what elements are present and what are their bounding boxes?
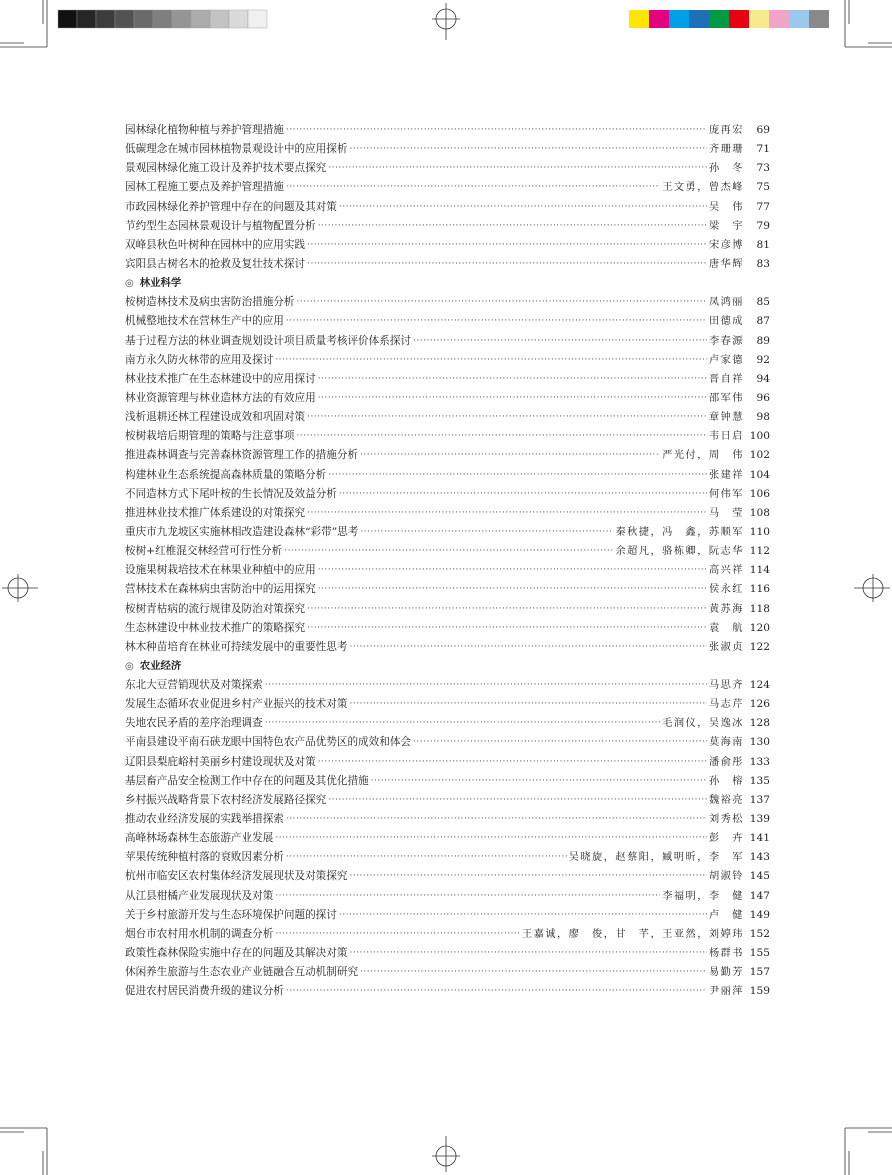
gray-swatch xyxy=(229,10,248,28)
entry-author: 刘秀松 xyxy=(708,814,744,826)
toc-entry[interactable] xyxy=(125,427,770,446)
entry-page-number: 85 xyxy=(756,296,770,309)
dot-leader xyxy=(318,580,707,599)
toc-entry[interactable] xyxy=(125,867,770,886)
toc-entry[interactable] xyxy=(125,695,770,714)
dot-leader xyxy=(339,198,707,217)
entry-page-number: 143 xyxy=(749,851,770,864)
gray-swatch xyxy=(172,10,191,28)
entry-author: 孙 榕 xyxy=(708,775,744,787)
entry-author: 袁 航 xyxy=(708,622,744,634)
entry-author: 黄苏海 xyxy=(708,603,744,615)
dot-leader xyxy=(360,446,660,465)
toc-entry[interactable] xyxy=(125,734,770,753)
entry-author: 王文勇，曾杰峰 xyxy=(662,182,744,194)
dot-leader xyxy=(284,542,613,561)
entry-title: 生态林建设中林业技术推广的策略探究 xyxy=(125,621,306,634)
entry-page-number: 141 xyxy=(749,832,770,845)
section-heading-label: 林业科学 xyxy=(139,277,182,290)
entry-page-number: 104 xyxy=(749,468,770,481)
entry-page-number: 145 xyxy=(749,870,770,883)
gray-swatch xyxy=(58,10,77,28)
gray-swatch xyxy=(210,10,229,28)
color-swatch xyxy=(809,10,829,28)
entry-page-number: 130 xyxy=(749,736,770,749)
toc-entry[interactable] xyxy=(125,178,770,197)
entry-page-number: 81 xyxy=(756,238,770,251)
toc-entry[interactable] xyxy=(125,810,770,829)
entry-author: 彭 卉 xyxy=(708,833,744,845)
toc-entry[interactable] xyxy=(125,791,770,810)
entry-title: 不同造林方式下尾叶桉的生长情况及效益分析 xyxy=(125,487,337,500)
toc-entry[interactable] xyxy=(125,638,770,657)
toc-entry[interactable] xyxy=(125,217,770,236)
entry-title: 苹果传统种植村落的衰败因素分析 xyxy=(125,851,284,864)
dot-leader xyxy=(307,255,707,274)
dot-leader xyxy=(318,561,707,580)
dot-leader xyxy=(349,944,706,963)
entry-title: 杭州市临安区农村集体经济发展现状及对策探究 xyxy=(125,870,348,883)
dot-leader xyxy=(265,714,660,733)
entry-page-number: 83 xyxy=(756,257,770,270)
toc-entry[interactable] xyxy=(125,542,770,561)
entry-title: 促进农村居民消费升级的建议分析 xyxy=(125,985,284,998)
entry-page-number: 122 xyxy=(749,640,770,653)
entry-title: 林业技术推广在生态林建设中的应用探讨 xyxy=(125,372,316,385)
gray-swatch xyxy=(248,10,267,28)
dot-leader xyxy=(328,466,707,485)
entry-title: 桉树+红椎混交林经营可行性分析 xyxy=(125,545,283,558)
dot-leader xyxy=(413,733,707,752)
entry-author: 李春源 xyxy=(708,335,744,347)
entry-page-number: 71 xyxy=(756,143,770,156)
entry-author: 高兴祥 xyxy=(708,565,744,577)
entry-title: 辽阳县梨庇峪村美丽乡村建设现状及对策 xyxy=(125,755,316,768)
color-swatch xyxy=(709,10,729,28)
entry-page-number: 155 xyxy=(749,947,770,960)
dot-leader xyxy=(275,829,707,848)
entry-author: 余超凡，骆栋卿，阮志华 xyxy=(615,546,744,558)
toc-entry[interactable] xyxy=(125,351,770,370)
toc-entry[interactable] xyxy=(125,848,770,867)
entry-page-number: 89 xyxy=(756,334,770,347)
entry-author: 魏裕亮 xyxy=(708,794,744,806)
entry-page-number: 128 xyxy=(749,717,770,730)
entry-title: 乡村振兴战略背景下农村经济发展路径探究 xyxy=(125,793,327,806)
dot-leader xyxy=(275,925,520,944)
entry-page-number: 79 xyxy=(756,219,770,232)
bullseye-icon: ◎ xyxy=(125,278,134,290)
entry-page-number: 147 xyxy=(749,889,770,902)
toc-entry[interactable] xyxy=(125,198,770,217)
dot-leader xyxy=(307,408,707,427)
dot-leader xyxy=(349,638,706,657)
toc-entry[interactable] xyxy=(125,829,770,848)
section-heading xyxy=(125,274,770,293)
toc-entry[interactable] xyxy=(125,236,770,255)
entry-page-number: 92 xyxy=(756,353,770,366)
toc-entry[interactable] xyxy=(125,408,770,427)
entry-title: 市政园林绿化养护管理中存在的问题及其对策 xyxy=(125,200,337,213)
entry-author: 尹丽萍 xyxy=(708,986,744,998)
entry-page-number: 139 xyxy=(749,813,770,826)
dot-leader xyxy=(307,600,707,619)
entry-title: 推动农业经济发展的实践举措探索 xyxy=(125,813,284,826)
dot-leader xyxy=(349,695,706,714)
color-swatch xyxy=(769,10,789,28)
entry-title: 发展生态循环农业促进乡村产业振兴的技术对策 xyxy=(125,698,348,711)
toc-entry[interactable] xyxy=(125,963,770,982)
entry-title: 推进林业技术推广体系建设的对策探究 xyxy=(125,506,306,519)
toc-entry[interactable] xyxy=(125,561,770,580)
entry-title: 桉树青枯病的流行规律及防治对策探究 xyxy=(125,602,306,615)
entry-title: 浅析退耕还林工程建设成效和巩固对策 xyxy=(125,411,306,424)
gray-swatch xyxy=(134,10,153,28)
entry-title: 基层畜产品安全检测工作中存在的问题及其优化措施 xyxy=(125,774,369,787)
color-swatch xyxy=(689,10,709,28)
toc-entry[interactable] xyxy=(125,159,770,178)
entry-author: 凤鸿丽 xyxy=(708,297,744,309)
entry-author: 齐珊珊 xyxy=(708,144,744,156)
gray-swatch xyxy=(191,10,210,28)
dot-leader xyxy=(307,619,707,638)
entry-author: 吴晓旋，赵蔡阳，臧明昕，李 军 xyxy=(568,852,744,864)
entry-page-number: 126 xyxy=(749,698,770,711)
color-calibration-bar xyxy=(629,10,829,28)
entry-author: 邵军伟 xyxy=(708,392,744,404)
toc-entry[interactable] xyxy=(125,504,770,523)
entry-title: 机械整地技术在营林生产中的应用 xyxy=(125,315,284,328)
entry-title: 设施果树栽培技术在林果业种植中的应用 xyxy=(125,564,316,577)
entry-author: 梁 宇 xyxy=(708,220,744,232)
entry-title: 东北大豆营销现状及对策探索 xyxy=(125,679,263,692)
entry-title: 推进森林调查与完善森林资源管理工作的措施分析 xyxy=(125,449,359,462)
dot-leader xyxy=(286,982,707,1001)
toc-entry[interactable] xyxy=(125,446,770,465)
entry-title: 构建林业生态系统提高森林质量的策略分析 xyxy=(125,468,327,481)
entry-author: 莫海南 xyxy=(708,737,744,749)
dot-leader xyxy=(349,140,706,159)
entry-title: 园林绿化植物种植与养护管理措施 xyxy=(125,123,284,136)
dot-leader xyxy=(286,178,660,197)
entry-author: 庞再宏 xyxy=(708,124,744,136)
entry-page-number: 149 xyxy=(749,908,770,921)
entry-author: 潘俞彤 xyxy=(708,756,744,768)
entry-page-number: 100 xyxy=(749,430,770,443)
toc-entry[interactable] xyxy=(125,772,770,791)
entry-page-number: 137 xyxy=(749,793,770,806)
entry-page-number: 98 xyxy=(756,411,770,424)
toc-entry[interactable] xyxy=(125,312,770,331)
entry-author: 田德成 xyxy=(708,316,744,328)
entry-author: 宋彦博 xyxy=(708,239,744,251)
toc-entry[interactable] xyxy=(125,370,770,389)
toc-entry[interactable] xyxy=(125,255,770,274)
entry-page-number: 133 xyxy=(749,755,770,768)
entry-page-number: 96 xyxy=(756,391,770,404)
dot-leader xyxy=(275,887,660,906)
entry-page-number: 159 xyxy=(749,985,770,998)
color-swatch xyxy=(629,10,649,28)
table-of-contents xyxy=(125,121,770,1001)
color-swatch xyxy=(749,10,769,28)
toc-entry[interactable] xyxy=(125,887,770,906)
dot-leader xyxy=(286,810,707,829)
section-heading xyxy=(125,657,770,676)
entry-page-number: 110 xyxy=(749,525,770,538)
entry-title: 双峰县秋色叶树种在园林中的应用实践 xyxy=(125,238,306,251)
entry-title: 宾阳县古树名木的抢救及复壮技术探讨 xyxy=(125,257,306,270)
entry-author: 胡淑铃 xyxy=(708,871,744,883)
entry-author: 韦日启 xyxy=(708,431,744,443)
gray-swatch xyxy=(96,10,115,28)
entry-page-number: 87 xyxy=(756,315,770,328)
entry-page-number: 152 xyxy=(749,927,770,940)
entry-title: 关于乡村旅游开发与生态环境保护问题的探讨 xyxy=(125,908,337,921)
toc-entry[interactable] xyxy=(125,485,770,504)
entry-title: 园林工程施工要点及养护管理措施 xyxy=(125,181,284,194)
toc-entry[interactable] xyxy=(125,523,770,542)
entry-author: 唐华辉 xyxy=(708,258,744,270)
entry-page-number: 124 xyxy=(749,679,770,692)
dot-leader xyxy=(413,332,707,351)
entry-title: 营林技术在森林病虫害防治中的运用探究 xyxy=(125,583,316,596)
toc-entry[interactable] xyxy=(125,619,770,638)
gray-swatch xyxy=(153,10,172,28)
toc-entry[interactable] xyxy=(125,389,770,408)
entry-author: 张淑贞 xyxy=(708,641,744,653)
entry-author: 何伟军 xyxy=(708,488,744,500)
entry-author: 杨群书 xyxy=(708,948,744,960)
dot-leader xyxy=(275,351,707,370)
dot-leader xyxy=(318,753,707,772)
entry-author: 孙 冬 xyxy=(708,163,744,175)
entry-page-number: 106 xyxy=(749,487,770,500)
entry-title: 南方永久防火林带的应用及探讨 xyxy=(125,353,274,366)
toc-entry[interactable] xyxy=(125,944,770,963)
toc-entry[interactable] xyxy=(125,982,770,1001)
dot-leader xyxy=(307,504,707,523)
entry-title: 桉树造林技术及病虫害防治措施分析 xyxy=(125,296,295,309)
toc-entry[interactable] xyxy=(125,140,770,159)
entry-page-number: 120 xyxy=(749,621,770,634)
entry-page-number: 75 xyxy=(756,181,770,194)
toc-entry[interactable] xyxy=(125,906,770,925)
entry-title: 政策性森林保险实施中存在的问题及其解决对策 xyxy=(125,947,348,960)
entry-title: 基于过程方法的林业调查规划设计项目质量考核评价体系探讨 xyxy=(125,334,412,347)
entry-title: 从江县柑橘产业发展现状及对策 xyxy=(125,889,274,902)
dot-leader xyxy=(328,159,707,178)
toc-entry[interactable] xyxy=(125,600,770,619)
entry-author: 卢 健 xyxy=(708,909,744,921)
entry-title: 重庆市九龙坡区实施林相改造建设森林“彩带”思考 xyxy=(125,525,359,538)
entry-author: 李福明，李 健 xyxy=(662,890,744,902)
color-swatch xyxy=(789,10,809,28)
dot-leader xyxy=(286,848,567,867)
entry-page-number: 116 xyxy=(749,583,770,596)
dot-leader xyxy=(339,485,707,504)
dot-leader xyxy=(318,389,707,408)
entry-page-number: 135 xyxy=(749,774,770,787)
entry-title: 景观园林绿化施工设计及养护技术要点探究 xyxy=(125,162,327,175)
entry-author: 易勤芳 xyxy=(708,967,744,979)
entry-page-number: 73 xyxy=(756,162,770,175)
gray-swatch xyxy=(115,10,134,28)
entry-author: 马 莹 xyxy=(708,507,744,519)
dot-leader xyxy=(297,427,707,446)
entry-author: 侯永红 xyxy=(708,584,744,596)
entry-title: 林木种苗培育在林业可持续发展中的重要性思考 xyxy=(125,640,348,653)
toc-entry[interactable] xyxy=(125,925,770,944)
toc-entry[interactable] xyxy=(125,293,770,312)
entry-title: 休闲养生旅游与生态农业产业链融合互动机制研究 xyxy=(125,966,359,979)
entry-title: 烟台市农村用水机制的调查分析 xyxy=(125,927,274,940)
color-swatch xyxy=(669,10,689,28)
entry-page-number: 102 xyxy=(749,449,770,462)
dot-leader xyxy=(339,906,707,925)
dot-leader xyxy=(371,772,707,791)
toc-entry[interactable] xyxy=(125,753,770,772)
entry-title: 节约型生态园林景观设计与植物配置分析 xyxy=(125,219,316,232)
bullseye-icon: ◎ xyxy=(125,660,134,672)
entry-title: 失地农民矛盾的差序治理调查 xyxy=(125,717,263,730)
entry-page-number: 108 xyxy=(749,506,770,519)
entry-author: 王嘉诚，廖 俊，甘 芊，王亚然，刘婷玮 xyxy=(521,928,744,940)
entry-title: 平南县建设平南石硖龙眼中国特色农产品优势区的成效和体会 xyxy=(125,736,412,749)
entry-title: 桉树栽培后期管理的策略与注意事项 xyxy=(125,430,295,443)
toc-entry[interactable] xyxy=(125,332,770,351)
entry-author: 马思齐 xyxy=(708,680,744,692)
entry-page-number: 112 xyxy=(749,545,770,558)
entry-author: 卢家德 xyxy=(708,354,744,366)
entry-page-number: 69 xyxy=(756,123,770,136)
toc-entry[interactable] xyxy=(125,714,770,733)
toc-entry[interactable] xyxy=(125,676,770,695)
color-swatch xyxy=(649,10,669,28)
color-swatch xyxy=(729,10,749,28)
dot-leader xyxy=(307,236,707,255)
toc-entry[interactable] xyxy=(125,466,770,485)
dot-leader xyxy=(286,121,707,140)
toc-entry[interactable] xyxy=(125,580,770,599)
entry-author: 秦秋捷，冯 鑫，苏顺军 xyxy=(615,526,744,538)
entry-title: 高峰林场森林生态旅游产业发展 xyxy=(125,832,274,845)
entry-page-number: 77 xyxy=(756,200,770,213)
entry-page-number: 118 xyxy=(749,602,770,615)
dot-leader xyxy=(328,791,707,810)
gray-calibration-bar xyxy=(58,10,267,28)
entry-author: 严光付，周 伟 xyxy=(662,450,744,462)
entry-page-number: 94 xyxy=(756,372,770,385)
gray-swatch xyxy=(77,10,96,28)
entry-title: 林业资源管理与林业造林方法的有效应用 xyxy=(125,391,316,404)
dot-leader xyxy=(318,370,707,389)
dot-leader xyxy=(265,676,707,695)
dot-leader xyxy=(297,293,707,312)
entry-author: 章钟慧 xyxy=(708,412,744,424)
entry-page-number: 114 xyxy=(749,564,770,577)
dot-leader xyxy=(360,963,707,982)
toc-entry[interactable] xyxy=(125,121,770,140)
entry-page-number: 157 xyxy=(749,966,770,979)
entry-author: 毛润仪，吴逸冰 xyxy=(662,718,744,730)
entry-author: 马志芹 xyxy=(708,699,744,711)
entry-title: 低碳理念在城市园林植物景观设计中的应用探析 xyxy=(125,143,348,156)
dot-leader xyxy=(318,217,707,236)
dot-leader xyxy=(360,523,613,542)
entry-author: 吴 伟 xyxy=(708,201,744,213)
dot-leader xyxy=(286,312,707,331)
entry-author: 晋自祥 xyxy=(708,373,744,385)
entry-author: 张建祥 xyxy=(708,469,744,481)
section-heading-label: 农业经济 xyxy=(139,659,182,672)
dot-leader xyxy=(349,867,706,886)
